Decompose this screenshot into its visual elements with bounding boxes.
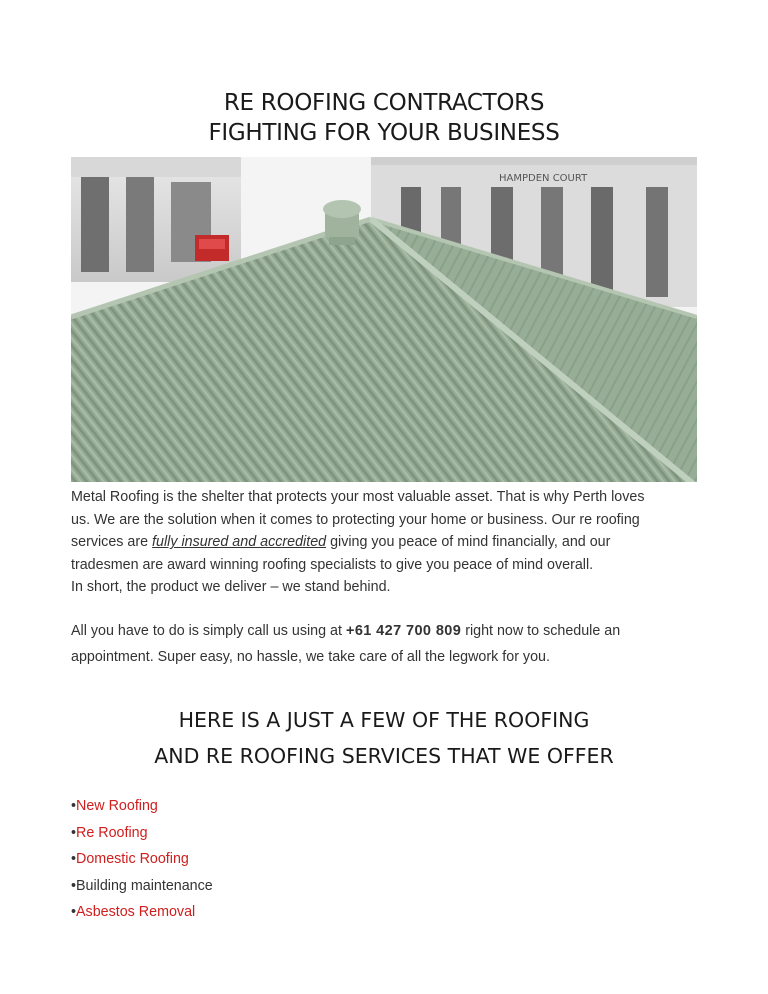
list-item [71,846,213,873]
list-item [71,899,213,926]
bullet: • [71,877,77,894]
cta-text: All you have to do is simply call us using at [71,623,346,639]
building-sign: HAMPDEN COURT [499,173,588,184]
service-building-maintenance: Building maintenance [76,877,213,894]
title-line-2: FIGHTING FOR YOUR BUSINESS [208,120,560,146]
cta-paragraph [71,619,701,670]
intro-line: us. We are the solution when it comes to protecting your home or business. Our re roofing [71,511,640,528]
service-link-new-roofing[interactable]: New Roofing [76,798,158,814]
services-heading [0,702,768,774]
intro-text: giving you peace of mind financially, and our [326,534,611,551]
phone-number[interactable]: +61 427 700 809 [345,623,462,639]
services-heading-line-2: AND RE ROOFING SERVICES THAT WE OFFER [154,744,614,768]
services-list [71,793,213,926]
list-item [71,820,213,847]
insured-accredited-link[interactable]: fully insured and accredited [152,534,327,551]
intro-line: In short, the product we deliver – we stand behind. [71,579,391,596]
list-item [71,873,213,900]
roof-photo [71,157,697,482]
bullet: • [71,798,77,814]
service-link-domestic-roofing[interactable]: Domestic Roofing [76,851,189,867]
service-link-re-roofing[interactable]: Re Roofing [76,824,148,841]
cta-line [71,619,701,645]
list-item [71,793,213,820]
intro-line: tradesmen are award winning roofing specialists to give you peace of mind overall. [71,556,594,573]
intro-paragraph [71,486,701,599]
cta-line: appointment. Super easy, no hassle, we take care of all the legwork for you. [71,648,550,665]
intro-text: services are [71,534,153,551]
intro-line [71,531,701,554]
service-link-asbestos-removal[interactable]: Asbestos Removal [76,904,196,920]
title-line-1: RE ROOFING CONTRACTORS [223,90,545,116]
bullet: • [71,904,77,920]
services-heading-line-1: HERE IS A JUST A FEW OF THE ROOFING [178,708,590,732]
cta-text: right now to schedule an [461,623,621,639]
bullet: • [71,851,77,867]
page-title [0,88,768,148]
bullet: • [71,824,77,841]
intro-line: Metal Roofing is the shelter that protects your most valuable asset. That is why Perth loves [71,489,645,505]
